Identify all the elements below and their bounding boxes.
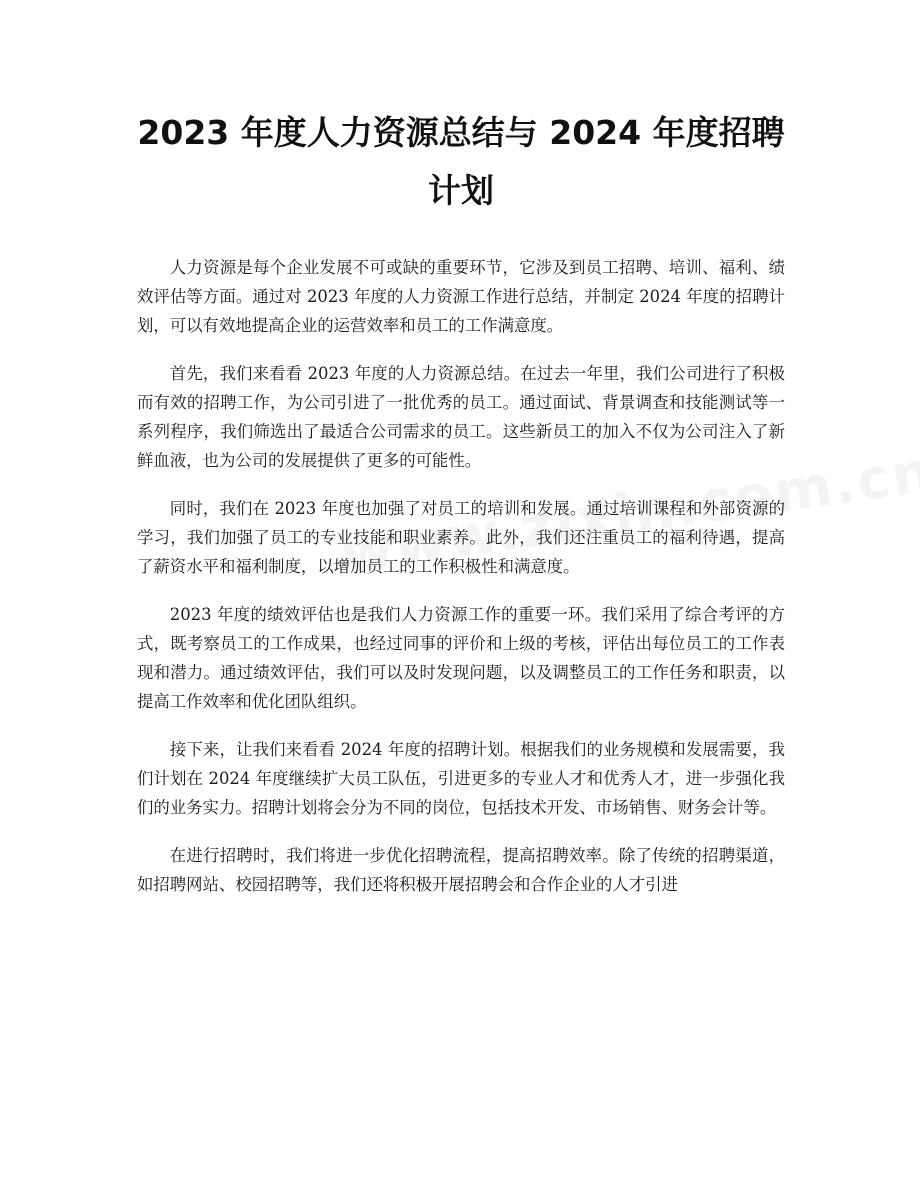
paragraph-2: 首先，我们来看看 2023 年度的人力资源总结。在过去一年里，我们公司进行了积极而有效的招聘工作，为公司引进了一批优秀的员工。通过面试、背景调查和技能测试等一系列程序，我们筛选出了最适合公司需求的员工。这些新员工的加入不仅为公司注入了新鲜血液，也为公司的发展提供了更多的可能性。 [137, 364, 785, 470]
paragraph-6: 在进行招聘时，我们将进一步优化招聘流程，提高招聘效率。除了传统的招聘渠道，如招聘网站、校园招聘等，我们还将积极开展招聘会和合作企业的人才引进 [137, 846, 785, 894]
document-body [137, 253, 785, 899]
paragraph-3: 同时，我们在 2023 年度也加强了对员工的培训和发展。通过培训课程和外部资源的学习，我们加强了员工的专业技能和职业素养。此外，我们还注重员工的福利待遇，提高了薪资水平和福利制度，以增加员工的工作积极性和满意度。 [137, 499, 785, 576]
paragraph-1: 人力资源是每个企业发展不可或缺的重要环节，它涉及到员工招聘、培训、福利、绩效评估等方面。通过对 2023 年度的人力资源工作进行总结，并制定 2024 年度的招聘计划，可以有效地提高企业的运营效率和员工的工作满意度。 [137, 258, 785, 335]
document-title: 2023 年度人力资源总结与 2024 年度招聘计划 [137, 113, 785, 210]
paragraph-4: 2023 年度的绩效评估也是我们人力资源工作的重要一环。我们采用了综合考评的方式，既考察员工的工作成果，也经过同事的评价和上级的考核，评估出每位员工的工作表现和潜力。通过绩效评估，我们可以及时发现问题，以及调整员工的工作任务和职责，以提高工作效率和优化团队组织。 [137, 605, 785, 711]
paragraph-5: 接下来，让我们来看看 2024 年度的招聘计划。根据我们的业务规模和发展需要，我们计划在 2024 年度继续扩大员工队伍，引进更多的专业人才和优秀人才，进一步强化我们的业务实力。招聘计划将会分为不同的岗位，包括技术开发、市场销售、财务会计等。 [137, 740, 785, 817]
